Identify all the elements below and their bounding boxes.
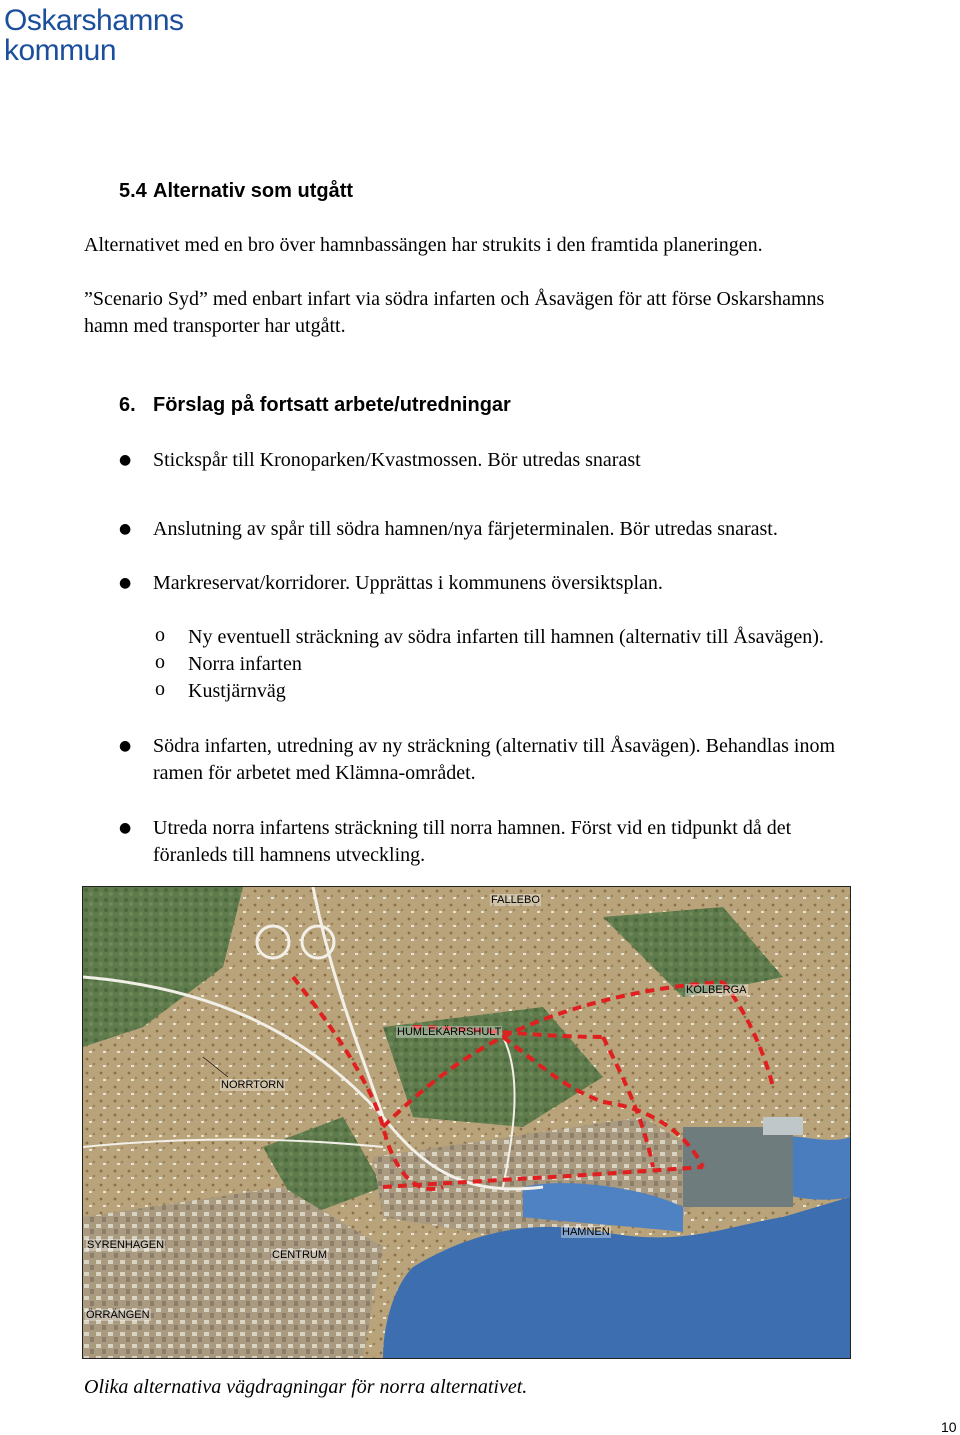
map-label-centrum: CENTRUM [272, 1249, 327, 1261]
bullet-marker: ● [119, 575, 132, 591]
subitem-1: Ny eventuell sträckning av södra infarten till hamnen (alternativ till Åsavägen). [188, 626, 824, 648]
map-label-syrenhagen: SYRENHAGEN [87, 1239, 165, 1251]
map-caption: Olika alternativa vägdragningar för norra alternativet. [84, 1376, 528, 1398]
heading-6-number: 6. [119, 394, 136, 416]
subitem-marker: o [155, 678, 165, 700]
subitem-marker: o [155, 651, 165, 673]
bullet-marker: ● [119, 820, 132, 836]
section-number: 5.4 [119, 180, 147, 202]
aerial-map-image [83, 887, 850, 1358]
map-label-orrangen: ÖRRÄNGEN [86, 1309, 150, 1321]
bullet-item-2: Anslutning av spår till södra hamnen/nya färjeterminalen. Bör utredas snarast. [153, 518, 778, 540]
municipality-logo [4, 6, 184, 66]
bullet-item-1: Stickspår till Kronoparken/Kvastmossen. Bör utredas snarast [153, 449, 641, 471]
map-label-humlekarrshult: HUMLEKÄRRSHULT [397, 1026, 502, 1038]
paragraph-bridge: Alternativet med en bro över hamnbassängen har strukits i den framtida planeringen. [84, 234, 763, 256]
heading-6-title: Förslag på fortsatt arbete/utredningar [153, 394, 511, 416]
page-number: 10 [941, 1419, 957, 1435]
bullet-item-5-line2: föranleds till hamnens utveckling. [153, 844, 426, 866]
map-label-norrtorn: NORRTORN [221, 1079, 285, 1091]
paragraph-scenario-line2: hamn med transporter har utgått. [84, 315, 346, 337]
section-title: Alternativ som utgått [153, 180, 354, 202]
map-label-kolberga: KOLBERGA [686, 984, 747, 996]
subitem-marker: o [155, 624, 165, 646]
bullet-item-3: Markreservat/korridorer. Upprättas i kommunens översiktsplan. [153, 572, 663, 594]
aerial-map [82, 886, 851, 1359]
logo-line-1: Oskarshamns [4, 4, 184, 37]
subitem-3: Kustjärnväg [188, 680, 286, 702]
subitem-2: Norra infarten [188, 653, 302, 675]
paragraph-scenario-line1: ”Scenario Syd” med enbart infart via södra infarten och Åsavägen för att förse Oskarshamns [84, 288, 825, 310]
bullet-item-4-line2: ramen för arbetet med Klämna-området. [153, 762, 476, 784]
logo-line-2: kommun [4, 34, 117, 67]
bullet-marker: ● [119, 738, 132, 754]
bullet-item-5-line1: Utreda norra infartens sträckning till norra hamnen. Först vid en tidpunkt då det [153, 817, 792, 839]
bullet-marker: ● [119, 521, 132, 537]
map-label-hamnen: HAMNEN [562, 1226, 610, 1238]
bullet-item-4-line1: Södra infarten, utredning av ny sträckning (alternativ till Åsavägen). Behandlas inom [153, 735, 836, 757]
map-label-fallebo: FALLEBO [491, 894, 540, 906]
bullet-marker: ● [119, 452, 132, 468]
